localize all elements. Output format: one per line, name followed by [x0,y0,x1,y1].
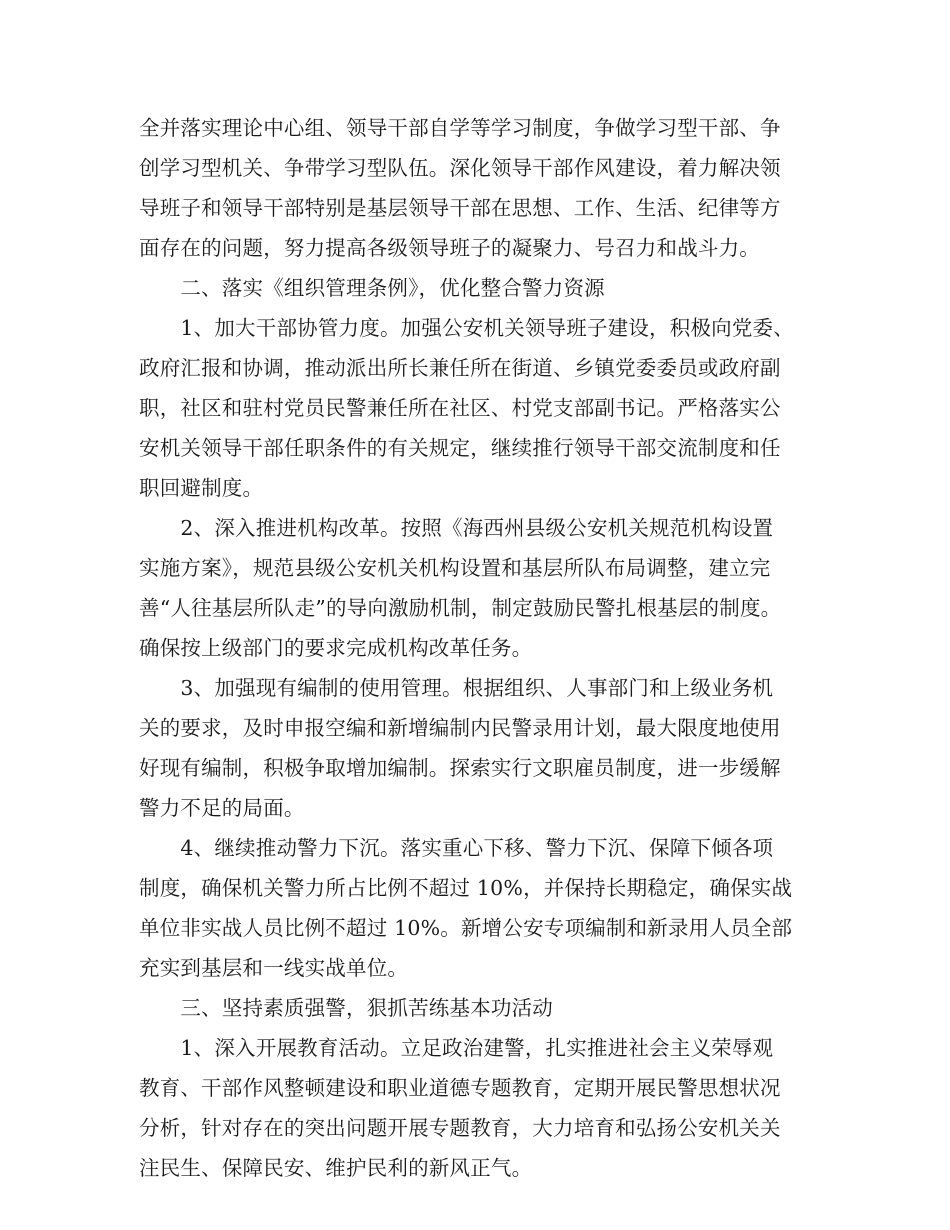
text-line: 政府汇报和协调，推动派出所长兼任所在街道、乡镇党委委员或政府副 [139,356,781,380]
text-line: 1、加大干部协管力度。加强公安机关领导班子建设，积极向党委、 [139,316,794,340]
section-heading: 二、落实《组织管理条例》，优化整合警力资源 [139,276,605,300]
text-line: 4、继续推动警力下沉。落实重心下移、警力下沉、保障下倾各项 [139,836,774,860]
text-line: 单位非实战人员比例不超过 10%。新增公安专项编制和新录用人员全部 [139,916,793,940]
text-line: 注民生、保障民安、维护民利的新风正气。 [139,1156,533,1180]
text-line: 3、加强现有编制的使用管理。根据组织、人事部门和上级业务机 [139,676,774,700]
text-line: 充实到基层和一线实战单位。 [139,956,409,980]
text-line: 确保按上级部门的要求完成机构改革任务。 [139,636,533,660]
text-line: 分析，针对存在的突出问题开展专题教育，大力培育和弘扬公安机关关 [139,1116,781,1140]
text-line: 2、深入推进机构改革。按照《海西州县级公安机关规范机构设置 [139,516,774,540]
text-line: 安机关领导干部任职条件的有关规定，继续推行领导干部交流制度和任 [139,436,781,460]
text-line: 好现有编制，积极争取增加编制。探索实行文职雇员制度，进一步缓解 [139,756,781,780]
text-line: 实施方案》，规范县级公安机关机构设置和基层所队布局调整，建立完 [139,556,771,580]
text-line: 善“人往基层所队走”的导向激励机制，制定鼓励民警扎根基层的制度。 [139,596,782,620]
text-line: 警力不足的局面。 [139,796,305,820]
text-line: 教育、干部作风整顿建设和职业道德专题教育，定期开展民警思想状况 [139,1076,781,1100]
section-heading: 三、坚持素质强警，狠抓苦练基本功活动 [139,996,553,1020]
text-line: 关的要求，及时申报空编和新增编制内民警录用计划，最大限度地使用 [139,716,781,740]
text-line: 1、深入开展教育活动。立足政治建警，扎实推进社会主义荣辱观 [139,1036,774,1060]
text-line: 职，社区和驻村党员民警兼任所在社区、村党支部副书记。严格落实公 [139,396,781,420]
text-line: 制度，确保机关警力所占比例不超过 10%，并保持长期稳定，确保实战 [139,876,793,900]
text-line: 面存在的问题，努力提高各级领导班子的凝聚力、号召力和战斗力。 [139,236,760,260]
document-body [139,108,824,1188]
text-line: 创学习型机关、争带学习型队伍。深化领导干部作风建设，着力解决领 [139,156,781,180]
text-line: 全并落实理论中心组、领导干部自学等学习制度，争做学习型干部、争 [139,116,781,140]
text-line: 导班子和领导干部特别是基层领导干部在思想、工作、生活、纪律等方 [139,196,781,220]
text-line: 职回避制度。 [139,476,264,500]
